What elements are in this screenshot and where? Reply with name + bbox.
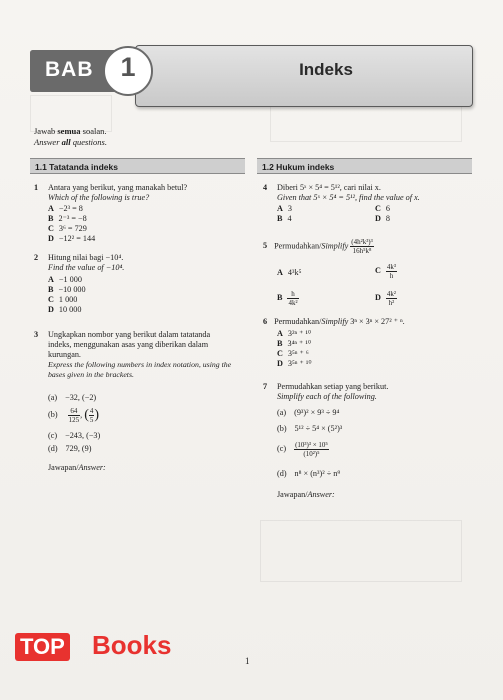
option-d[interactable]: D −12² = 144 bbox=[48, 234, 96, 243]
question-text-ms: kurungan. bbox=[48, 350, 81, 359]
question-text-ms: indeks, menggunakan asas yang diberikan dalam bbox=[48, 340, 209, 349]
question-number: 7 bbox=[263, 382, 268, 391]
option-c[interactable]: C 3⁶ = 729 bbox=[48, 224, 87, 233]
chapter-header bbox=[135, 45, 473, 107]
option-c[interactable]: C 1 000 bbox=[48, 295, 78, 304]
question-text-en: Express the following numbers in index notation, using the bbox=[48, 360, 232, 369]
option-a[interactable]: A 4³k⁵ bbox=[277, 268, 302, 277]
option-a[interactable]: A −2³ = 8 bbox=[48, 204, 83, 213]
part-c: (c) −243, (−3) bbox=[48, 431, 101, 440]
option-d[interactable]: D $\frac{\text{4k²}}{\text{h²}}$ bbox=[375, 290, 397, 307]
option-b[interactable]: B 4 bbox=[277, 214, 292, 223]
part-a: (a) (9³)² × 9³ ÷ 9⁴ bbox=[277, 408, 340, 417]
question-3 bbox=[34, 330, 249, 380]
option-d[interactable]: D 8 bbox=[375, 214, 391, 223]
option-d[interactable]: D 3⁵ⁿ ⁺ ¹⁰ bbox=[277, 359, 312, 368]
part-d: (d) n⁸ × (n³)² ÷ n⁹ bbox=[277, 469, 341, 478]
question-2 bbox=[34, 253, 244, 273]
question-text-ms: Diberi 5ˣ × 5⁴ = 5¹², cari nilai x. bbox=[277, 183, 381, 192]
question-text-en: Which of the following is true? bbox=[48, 193, 150, 202]
option-a[interactable]: A −1 000 bbox=[48, 275, 82, 284]
section-1-2-bar: 1.2 Hukum indeks bbox=[257, 158, 472, 174]
chapter-title: Indeks bbox=[299, 60, 353, 79]
option-d[interactable]: D 10 000 bbox=[48, 305, 82, 314]
option-b[interactable]: B −10 000 bbox=[48, 285, 86, 294]
question-text-en: Simplify each of the following. bbox=[277, 392, 377, 401]
page-number: 1 bbox=[245, 656, 250, 666]
instruction-en: Answer all questions. bbox=[34, 137, 107, 147]
answer-label: Jawapan/Answer: bbox=[277, 490, 335, 499]
question-text-ms: Hitung nilai bagi −10⁴. bbox=[48, 253, 124, 262]
instruction-ms: Jawab semua soalan. bbox=[34, 126, 107, 136]
question-text-ms: Ungkapkan nombor yang berikut dalam tatatanda bbox=[48, 330, 211, 339]
topbooks-logo-top: TOP bbox=[15, 633, 70, 661]
question-text-en: Find the value of −10⁴. bbox=[48, 263, 125, 272]
option-c[interactable]: C 3⁵ⁿ ⁺ ⁶ bbox=[277, 349, 309, 358]
question-text-ms: Antara yang berikut, yang manakah betul? bbox=[48, 183, 188, 192]
part-a: (a) −32, (−2) bbox=[48, 393, 97, 402]
question-number: 4 bbox=[263, 183, 268, 192]
question-text-en: Given that 5ˣ × 5⁴ = 5¹², find the value of x. bbox=[277, 193, 420, 202]
fraction: $\frac{\text{(4h²k³)³}}{\text{16h⁵k⁸}}$ bbox=[351, 238, 373, 255]
question-text-ms: Permudahkan setiap yang berikut. bbox=[277, 382, 389, 391]
fraction: $\frac{\text{(10³)³ × 10⁵}}{\text{(10²)⁵}}$ bbox=[295, 441, 328, 458]
fraction: $\frac{4}{5}$ bbox=[89, 407, 94, 424]
question-number: 3 bbox=[34, 330, 39, 339]
part-b: (b) $\frac{64}{125}$ , ( $\frac{4}{5}$ ) bbox=[48, 407, 100, 424]
option-b[interactable]: B 3⁴ⁿ ⁺ ¹⁰ bbox=[277, 339, 312, 348]
question-5: 5 Permudahkan/Simplify $\frac{\text{(4h²k³)³}}{\text{16h⁵k⁸}}$ bbox=[263, 238, 373, 255]
topbooks-logo-books: Books bbox=[92, 630, 172, 660]
question-6: 6 Permudahkan/Simplify 3ⁿ × 3ⁿ × 27² ⁺ ⁿ. bbox=[263, 317, 405, 326]
question-4 bbox=[263, 183, 473, 203]
chapter-number: 1 bbox=[120, 52, 136, 82]
part-b: (b) 5¹² ÷ 5⁴ × (5²)³ bbox=[277, 424, 343, 433]
show-through-box bbox=[260, 520, 462, 582]
option-a[interactable]: A 3²ⁿ ⁺ ¹⁰ bbox=[277, 329, 312, 338]
option-c[interactable]: C $\frac{\text{4k³}}{h}$ bbox=[375, 263, 397, 280]
question-text-en: bases given in the brackets. bbox=[48, 370, 134, 379]
part-d: (d) 729, (9) bbox=[48, 444, 92, 453]
question-number: 2 bbox=[34, 253, 39, 262]
bab-label: BAB bbox=[45, 58, 94, 81]
question-number: 1 bbox=[34, 183, 39, 192]
option-b[interactable]: B $\frac{h}{\text{4k²}}$ bbox=[277, 290, 298, 307]
answer-label: Jawapan/Answer: bbox=[48, 463, 106, 472]
section-1-1-bar: 1.1 Tatatanda indeks bbox=[30, 158, 245, 174]
option-b[interactable]: B 2⁻³ = −8 bbox=[48, 214, 87, 223]
part-c: (c) $\frac{\text{(10³)³ × 10⁵}}{\text{(10²)⁵}}$ bbox=[277, 441, 328, 458]
fraction: $\frac{64}{125}$ bbox=[68, 407, 80, 424]
question-7 bbox=[263, 382, 473, 402]
option-c[interactable]: C 6 bbox=[375, 204, 391, 213]
question-1 bbox=[34, 183, 244, 203]
option-a[interactable]: A 3 bbox=[277, 204, 293, 213]
